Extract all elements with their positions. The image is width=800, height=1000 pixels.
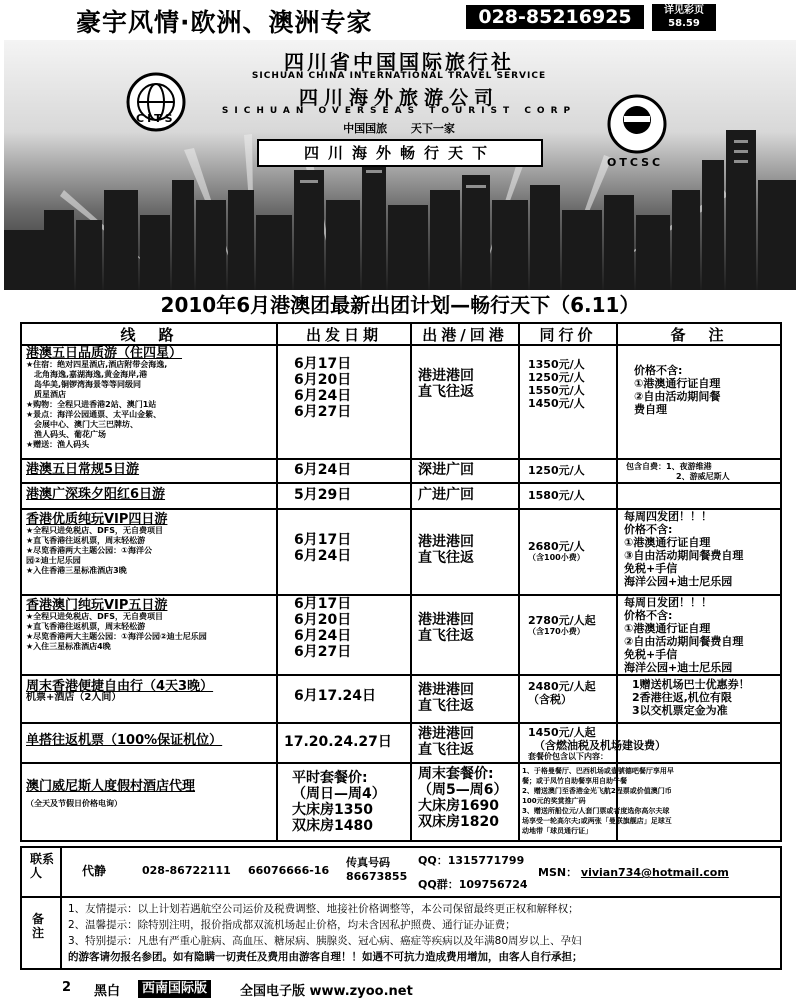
- top-banner: [0, 0, 800, 36]
- port: 港进港回: [418, 612, 474, 628]
- port: 直飞往返: [418, 550, 474, 566]
- port: 直飞往返: [418, 628, 474, 644]
- col-header-port: 出港/回港: [422, 326, 508, 344]
- route-detail: ★尽览香港两大主题公园：①海洋公园②迪士尼乐园: [26, 632, 207, 641]
- remark: 价格不含:: [624, 609, 673, 622]
- contact-qq-group: QQ群：109756724: [418, 878, 528, 891]
- table-row: [26, 680, 274, 703]
- route-title: 港澳五日品质游（住四星）: [26, 346, 183, 361]
- remark: 免税+手信: [624, 648, 678, 661]
- otcsc-logo-label: OTCSC: [607, 156, 664, 169]
- row-divider: [22, 458, 780, 460]
- page-ref-badge: [652, 4, 716, 31]
- notes-list: [68, 901, 780, 965]
- col-header-price: 同行价: [539, 326, 597, 344]
- price: （含税）: [528, 693, 572, 706]
- price-note: 套餐价包含以下内容：: [528, 752, 608, 761]
- route-detail: ★入住香港三星标准酒店3晚: [26, 566, 127, 575]
- date: 6月17.24日: [294, 688, 377, 704]
- note-item: 2、温馨提示：除特别注明，报价指成都双流机场起止价格，均未含因私护照费、通行证办证费；: [68, 919, 516, 931]
- route-detail: ★住宿：绝对四星酒店,酒店附带会海逸,: [26, 360, 168, 369]
- cits-name-en: SICHUAN CHINA INTERNATIONAL TRAVEL SERVICE: [251, 71, 547, 81]
- route-detail: ★直飞香港往返机票，周末轻松游: [26, 622, 146, 631]
- package-item: 动地带「球员通行证」: [522, 827, 592, 835]
- notes-label: 备注: [32, 912, 45, 940]
- route-detail: ★尽览香港两大主题公园：①海洋公: [26, 546, 152, 555]
- slogan: [184, 120, 614, 136]
- package-item: 100元的奖赏推广码: [522, 797, 586, 805]
- price: 1550元/人: [528, 384, 585, 397]
- remarks: [624, 510, 780, 588]
- date: 6月24日: [294, 388, 352, 404]
- package-item: 餐；或于凤竹自助餐享用自助午餐: [522, 777, 627, 785]
- hero-banner: [4, 40, 796, 317]
- route-title: 澳门威尼斯人度假村酒店代理: [26, 779, 196, 794]
- msn-label: MSN：: [538, 866, 578, 879]
- price: 2480元/人起: [528, 680, 596, 693]
- route-subtitle: 机票+酒店（2人间）: [26, 692, 122, 703]
- route-title: 香港优质纯玩VIP四日游: [26, 512, 168, 527]
- prices: [528, 726, 778, 762]
- msn-address[interactable]: vivian734@hotmail.com: [580, 866, 729, 879]
- contact-label: 联系人: [30, 852, 55, 880]
- package-line: 双床房1820: [418, 814, 499, 830]
- date: 17.20.24.27日: [284, 734, 392, 750]
- departure-dates: [294, 356, 404, 420]
- row-divider: [22, 674, 780, 676]
- remark: 价格不含:: [624, 523, 673, 536]
- remark: 2香港往返,机位有限: [632, 691, 732, 704]
- table-row: [26, 513, 274, 576]
- remark: 3以交机票定金为准: [632, 704, 728, 717]
- table-row: [26, 599, 274, 652]
- prices: [528, 614, 616, 637]
- contact-bar: [20, 846, 782, 898]
- remarks: [624, 596, 780, 674]
- departure-dates: [294, 596, 351, 660]
- port-info: [418, 726, 474, 758]
- date: 6月17日: [294, 532, 352, 548]
- contact-msn: [538, 866, 729, 880]
- remark: ①港澳通行证自理: [624, 622, 711, 635]
- date: 6月27日: [294, 404, 352, 420]
- otc-name-en: SICHUAN OVERSEAS TOURIST CORP: [221, 106, 577, 116]
- package-item: 2、赠送澳门至香港金光飞航2程票或价值澳门币: [522, 787, 672, 795]
- remark: 海洋公园+迪士尼乐园: [624, 575, 733, 588]
- route-detail: ★景点：海洋公园通票、太平山金紫、: [26, 410, 162, 419]
- row-divider: [22, 722, 780, 724]
- port-info: [418, 368, 514, 400]
- note-item: 3、特别提示：凡患有严重心脏病、高血压、糖尿病、胰腺炎、冠心病、癌症等疾病以及年满80周岁以上、孕妇: [68, 935, 582, 947]
- remark: ①港澳通行证自理: [624, 536, 711, 549]
- slogan-left: 中国国旅: [343, 122, 388, 135]
- price: （含100小费）: [528, 553, 585, 562]
- route-detail: 渔人码头、葡花广场: [26, 430, 106, 439]
- price: 2680元/人: [528, 540, 585, 553]
- route-title: 香港澳门纯玩VIP五日游: [26, 598, 168, 613]
- row-divider: [22, 762, 780, 764]
- package-line: （周日—周4）: [292, 786, 386, 802]
- row-divider: [22, 482, 780, 484]
- remark: 1赠送机场巴士优惠券！: [632, 678, 750, 691]
- date: 6月20日: [294, 612, 352, 628]
- page-footer: [0, 978, 800, 1000]
- port: 港进港回: [418, 534, 474, 550]
- package-line: （周5—周6）: [418, 782, 508, 798]
- remark: 2、游威尼斯人: [676, 472, 730, 481]
- page-ref-num: 58.59: [668, 18, 700, 29]
- port: 直飞往返: [418, 742, 474, 758]
- price: （含燃油税及机场建设费）: [534, 739, 666, 752]
- remark: ①港澳通行证自理: [634, 377, 721, 390]
- route-detail: 北角海逸,嘉湖海逸,黄金海岸,港: [26, 370, 148, 379]
- remark: 费自理: [634, 403, 667, 416]
- price: 1250元/人: [528, 464, 585, 477]
- note-item: 的游客请勿报名参团。如有隐瞒一切责任及费用由游客自理！！如遇不可抗力造成费用增加，由客人自行承担；: [68, 951, 583, 963]
- package-item: 场享受一轮高尔夫;或两张「曼联旗舰店」足球互: [522, 817, 672, 825]
- route-detail: 园②迪士尼乐园: [26, 556, 81, 565]
- package-contents: [522, 766, 778, 836]
- package-line: 大床房1690: [418, 798, 499, 814]
- port-info: [418, 682, 474, 714]
- date: 5月29日: [294, 487, 352, 503]
- otcsc-emblem-icon: [609, 96, 665, 152]
- footer-prefix: 黑白: [94, 984, 121, 999]
- port-info: [418, 612, 474, 644]
- tour-table: [20, 322, 782, 842]
- package-line: 周末套餐价:: [418, 766, 494, 782]
- footer-edition: 全国电子版 www.zyoo.net: [240, 984, 413, 999]
- date: 6月24日: [294, 628, 352, 644]
- route-detail: 质星酒店: [26, 390, 66, 399]
- port-info: [418, 534, 474, 566]
- date: 6月24日: [294, 548, 352, 564]
- route-subtitle: （全天及节假日价格电询）: [26, 799, 122, 808]
- port: 港进港回: [418, 368, 474, 384]
- date: 6月27日: [294, 644, 352, 660]
- note-item: 1、友情提示：以上计划若遇航空公司运价及税费调整、地接社价格调整等，本公司保留最终更正权和解释权；: [68, 903, 579, 915]
- headline: 2010年6月港澳团最新出团计划—畅行天下（6.11）: [4, 290, 796, 320]
- package-item: 3、赠送所船位元/人套门票或者度选你高尔夫球: [522, 807, 670, 815]
- route-title: 港澳广深珠夕阳红6日游: [26, 487, 166, 502]
- date: 6月17日: [294, 596, 352, 612]
- price: 2780元/人起: [528, 614, 596, 627]
- notes-panel: [20, 898, 782, 970]
- remark: ③自由活动期间餐费自理: [624, 549, 744, 562]
- col-header-date: 出发日期: [305, 326, 382, 344]
- table-row: [26, 347, 274, 450]
- motto-box: 四川海外畅行天下: [257, 139, 543, 167]
- remark: ②自由活动期间餐: [634, 390, 721, 403]
- table-row: [26, 780, 274, 809]
- package-item: 1、于格曼餐厅、巴西机场或壹號德吧餐厅享用早: [522, 767, 674, 775]
- remark: 免税+手信: [624, 562, 678, 575]
- route-detail: 会展中心、澳门大三巴牌坊、: [26, 420, 138, 429]
- page-ref-label: 详见彩页: [664, 5, 704, 16]
- prices: [528, 680, 596, 706]
- remark: ②自由活动期间餐费自理: [624, 635, 744, 648]
- weekend-package: [418, 766, 507, 830]
- route-detail: ★入住三星标准酒店4晚: [26, 642, 111, 651]
- page-number: 2: [62, 980, 72, 995]
- port: 港进港回: [418, 682, 474, 698]
- contact-fax: [346, 856, 407, 884]
- header-phone: 028-85216925: [466, 5, 644, 29]
- fax-number: 86673855: [346, 870, 408, 883]
- port: 直飞往返: [418, 384, 474, 400]
- remark: 价格不含:: [634, 364, 683, 377]
- package-line: 平时套餐价:: [292, 770, 368, 786]
- route-detail: ★直飞香港往返机票，周末轻松游: [26, 536, 146, 545]
- weekday-package: [292, 770, 386, 834]
- port: 深进广回: [418, 462, 474, 478]
- price: 1580元/人: [528, 489, 585, 502]
- price: （含170小费）: [528, 627, 585, 636]
- brand-title: 豪宇风情·欧洲、澳洲专家: [76, 8, 373, 37]
- route-detail: ★购物：全程只进香港2站、澳门1站: [26, 400, 157, 409]
- col-header-notes: 备 注: [670, 326, 728, 344]
- footer-tag: 西南国际版: [138, 980, 211, 998]
- route-detail: ★全程只进免税店、DFS，无自费项目: [26, 612, 164, 621]
- price: 1450元/人起: [528, 726, 596, 739]
- cits-name-cn: 四川省中国国际旅行社: [284, 50, 514, 74]
- price: 1450元/人: [528, 397, 585, 410]
- slogan-right: 天下一家: [410, 122, 455, 135]
- port: 港进港回: [418, 726, 474, 742]
- otc-name-cn: 四川海外旅游公司: [298, 87, 499, 109]
- port: 直飞往返: [418, 698, 474, 714]
- contact-phone: 66076666-16: [248, 864, 330, 877]
- cits-logo-label: CITS: [136, 112, 176, 125]
- remark: 包含自费：1、夜游维港: [626, 462, 712, 471]
- remark: 每周日发团！！！: [624, 596, 712, 609]
- col-divider: [60, 898, 62, 968]
- route-detail: ★全程只进免税店、DFS，无自费项目: [26, 526, 164, 535]
- route-detail: 岛华美,铜锣湾海景等等同级同: [26, 380, 142, 389]
- contact-phone: 028-86722111: [142, 864, 231, 877]
- col-divider: [60, 848, 62, 896]
- fax-label: 传真号码: [346, 856, 390, 869]
- remark: 海洋公园+迪士尼乐园: [624, 661, 733, 674]
- prices: [528, 540, 616, 563]
- date: 6月17日: [294, 356, 352, 372]
- price: 1350元/人: [528, 358, 585, 371]
- remark: 每周四发团！！！: [624, 510, 712, 523]
- col-header-route: 线 路: [120, 326, 178, 344]
- date: 6月24日: [294, 462, 352, 478]
- remarks: [634, 364, 780, 416]
- route-title: 单搭往返机票（100%保证机位）: [26, 733, 223, 748]
- remarks: [626, 462, 776, 482]
- contact-name: 代静: [82, 864, 107, 878]
- contact-qq: QQ：1315771799: [418, 854, 525, 867]
- remarks: [632, 678, 780, 717]
- package-line: 双床房1480: [292, 818, 373, 834]
- price: 1250元/人: [528, 371, 585, 384]
- departure-dates: [294, 532, 351, 564]
- date: 6月20日: [294, 372, 352, 388]
- port: 广进广回: [418, 487, 474, 503]
- prices: [528, 358, 616, 410]
- package-line: 大床房1350: [292, 802, 373, 818]
- route-title: 港澳五日常规5日游: [26, 462, 140, 477]
- route-title: 周末香港便捷自由行（4天3晚）: [26, 679, 214, 694]
- route-detail: ★赠送：渔人码头: [26, 440, 90, 449]
